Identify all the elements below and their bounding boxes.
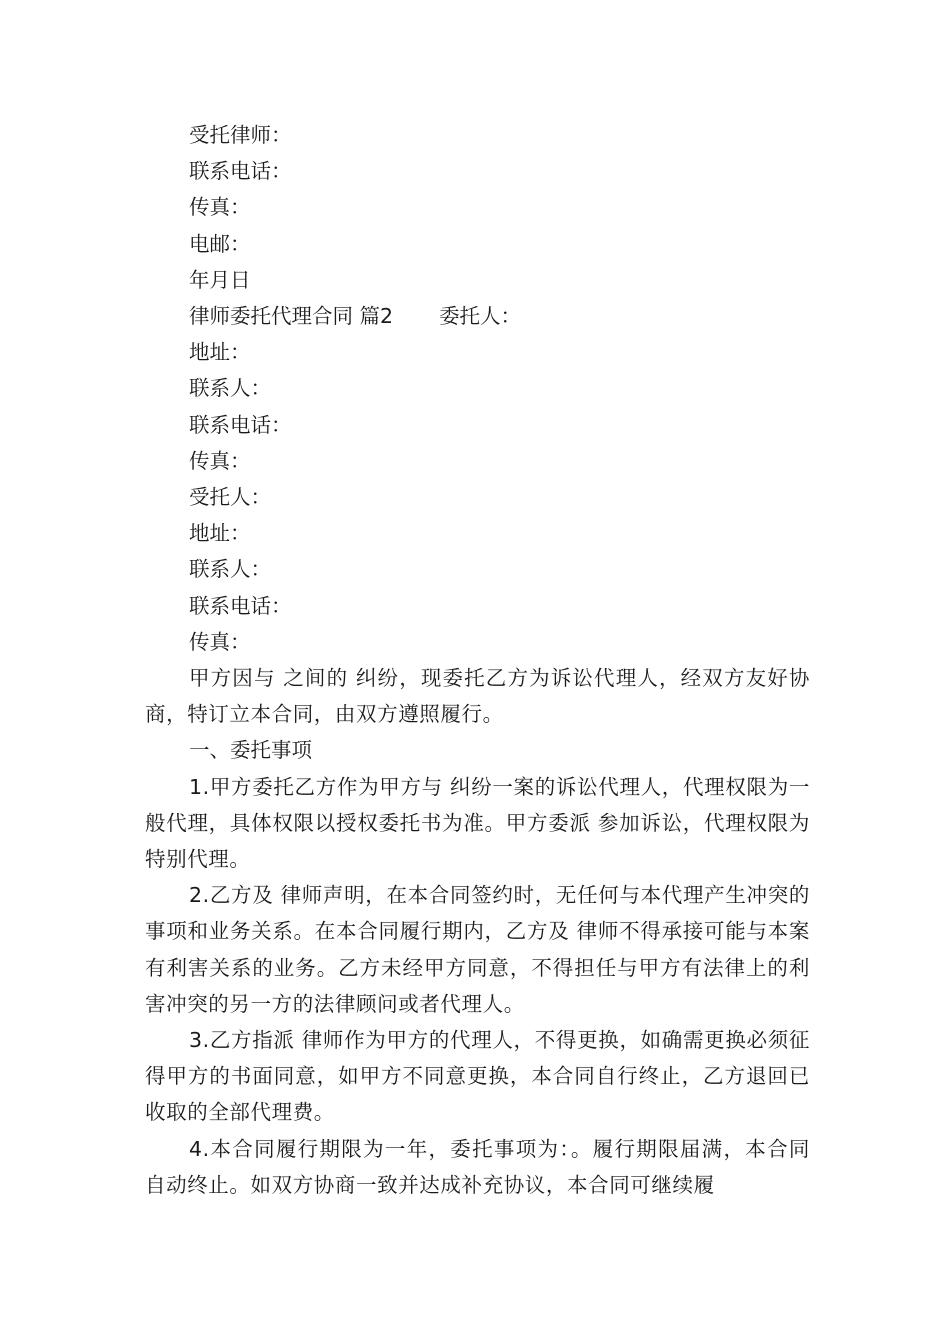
- field-contact-phone: 联系电话：: [189, 159, 292, 184]
- field-trustee-address: 地址：: [189, 521, 251, 546]
- field-entrusted-lawyer: 受托律师：: [189, 123, 292, 147]
- field-client-fax: 传真：: [189, 448, 251, 473]
- section-title: 律师委托代理合同 篇2: [189, 304, 394, 329]
- document-body: [145, 117, 810, 1203]
- section-heading: [145, 298, 810, 334]
- client-label: 委托人：: [439, 304, 522, 329]
- field-client-phone: 联系电话：: [189, 412, 292, 437]
- field-client-contact: 联系人：: [189, 376, 271, 401]
- clause-3: 3.乙方指派 律师作为甲方的代理人，不得更换，如确需更换必须征得甲方的书面同意，如甲方不同意更换，本合同自行终止，乙方退回已收取的全部代理费。: [145, 1028, 810, 1125]
- article-heading: 一、委托事项: [189, 738, 312, 763]
- field-trustee-phone: 联系电话：: [189, 593, 292, 618]
- clause-4: 4.本合同履行期限为一年，委托事项为：。履行期限届满，本合同自动终止。如双方协商一致并达成补充协议，本合同可继续履: [145, 1136, 810, 1197]
- field-trustee-contact: 联系人：: [189, 557, 271, 582]
- intro-paragraph: 甲方因与 之间的 纠纷，现委托乙方为诉讼代理人，经双方友好协商，特订立本合同，由双方遵照履行。: [145, 666, 810, 727]
- field-email: 电邮：: [189, 231, 251, 256]
- field-trustee: 受托人：: [189, 485, 271, 510]
- clause-1: 1.甲方委托乙方作为甲方与 纠纷一案的诉讼代理人，代理权限为一般代理，具体权限以授权委托书为准。甲方委派 参加诉讼，代理权限为特别代理。: [145, 774, 810, 872]
- field-client-address: 地址：: [189, 340, 251, 365]
- field-trustee-fax: 传真：: [189, 629, 251, 654]
- field-fax: 传真：: [189, 195, 251, 220]
- field-date: 年月日: [189, 267, 251, 292]
- clause-2: 2.乙方及 律师声明，在本合同签约时，无任何与本代理产生冲突的事项和业务关系。在本合同履行期内，乙方及 律师不得承接可能与本案有利害关系的业务。乙方未经甲方同意，不得担任与甲方有法律上的利害冲突的另一方的法律顾问或者代理人。: [145, 883, 810, 1016]
